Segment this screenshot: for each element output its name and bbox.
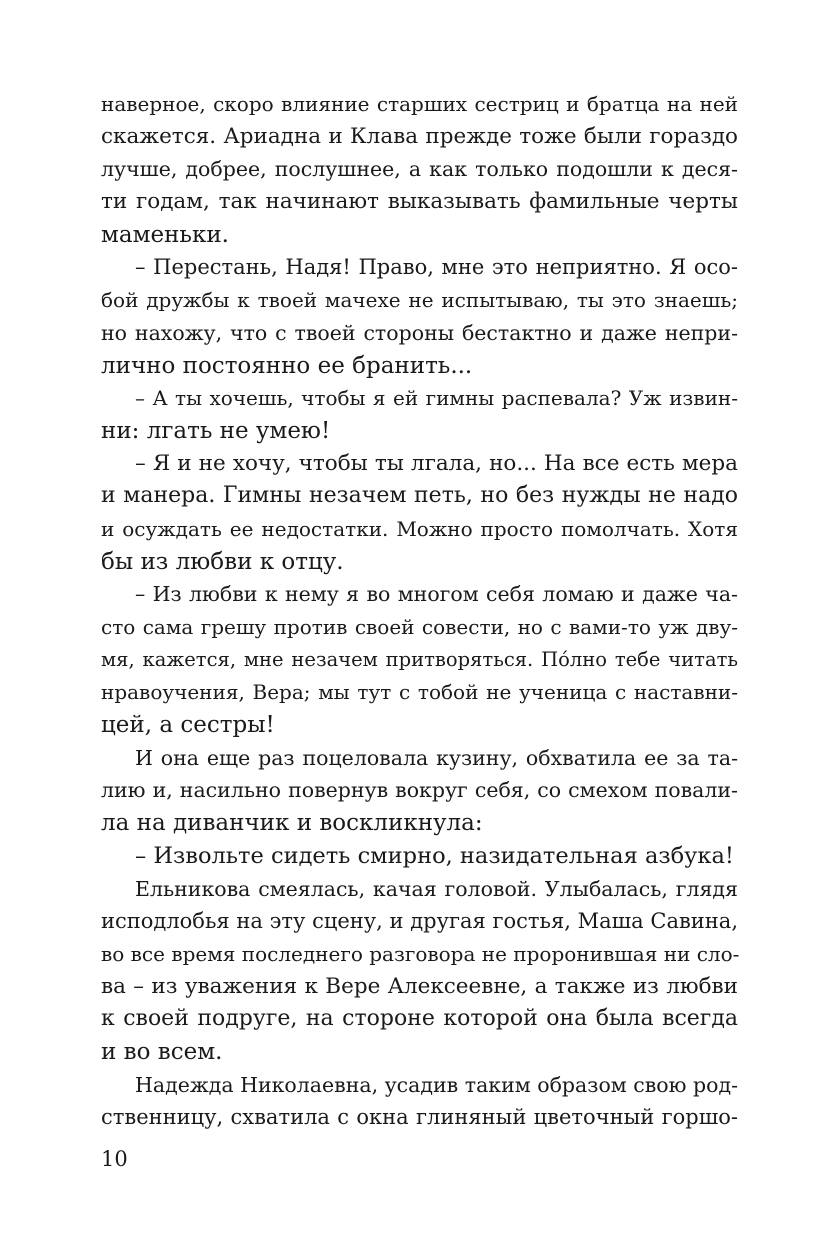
text-line: ственницу, схватила с окна глиняный цветочный горшо- bbox=[101, 1105, 738, 1130]
text-line: Ельникова смеялась, качая головой. Улыбалась, глядя bbox=[135, 876, 738, 901]
text-line: ва – из уважения к Вере Алексеевне, а также из любви bbox=[101, 973, 738, 999]
text-line: – Извольте сидеть смирно, назидательная азбука! bbox=[135, 842, 734, 869]
text-line: но нахожу, что с твоей стороны бестактно и даже непри- bbox=[101, 320, 738, 345]
text-line: и осуждать ее недостатки. Можно просто помолчать. Хотя bbox=[101, 516, 738, 541]
text-line: и манера. Гимны незачем петь, но без нужды не надо bbox=[101, 483, 738, 509]
text-line: – А ты хочешь, чтобы я ей гимны распевала? Уж извин- bbox=[135, 386, 738, 411]
text-line: ти годам, так начинают выказывать фамильные черты bbox=[101, 189, 738, 215]
text-line: скажется. Ариадна и Клава прежде тоже были гораздо bbox=[101, 123, 738, 149]
text-line: – Я и не хочу, чтобы ты лгала, но... На все есть мера bbox=[135, 450, 738, 476]
text-line: во все время последнего разговора не проронившая ни сло- bbox=[101, 941, 740, 966]
page-body bbox=[101, 88, 738, 1134]
text-line: маменьки. bbox=[101, 221, 229, 248]
text-line: – Из любви к нему я во многом себя ломаю и даже ча- bbox=[135, 582, 738, 607]
text-line: и во всем. bbox=[101, 1038, 223, 1065]
text-line: – Перестань, Надя! Право, мне это неприятно. Я осо- bbox=[135, 255, 738, 280]
text-line: сто сама грешу против своей совести, но с вами-то уж дву- bbox=[101, 615, 738, 639]
text-line: бой дружбы к твоей мачехе не испытываю, ты это знаешь; bbox=[101, 288, 738, 313]
text-line: Надежда Николаевна, усадив таким образом свою род- bbox=[135, 1072, 738, 1097]
text-line: лучше, добрее, послушнее, а как только подошли к деся- bbox=[101, 157, 738, 182]
text-line: исподлобья на эту сцену, и другая гостья, Маша Савина, bbox=[101, 909, 738, 934]
text-line: наверное, скоро влияние старших сестриц и братца на ней bbox=[101, 92, 738, 116]
text-line: И она еще раз поцеловала кузину, обхватила ее за та- bbox=[135, 745, 738, 770]
text-line: бы из любви к отцу. bbox=[101, 548, 344, 575]
text-line: ла на диванчик и воскликнула: bbox=[101, 810, 483, 837]
text-line: цей, а сестры! bbox=[101, 712, 275, 739]
text-line: лию и, насильно повернув вокруг себя, со смехом повали- bbox=[101, 778, 738, 803]
text-line: к своей подруге, на стороне которой она была всегда bbox=[101, 1006, 738, 1032]
text-line: ни: лгать не умею! bbox=[101, 417, 331, 444]
text-line: мя, кажется, мне незачем притворяться. По́лно тебе читать bbox=[101, 647, 738, 671]
page-number: 10 bbox=[101, 1147, 128, 1171]
text-line: лично постоянно ее бранить... bbox=[101, 352, 473, 379]
text-line: нравоучения, Вера; мы тут с тобой не ученица с наставни- bbox=[101, 680, 738, 705]
text-block bbox=[101, 88, 738, 1134]
